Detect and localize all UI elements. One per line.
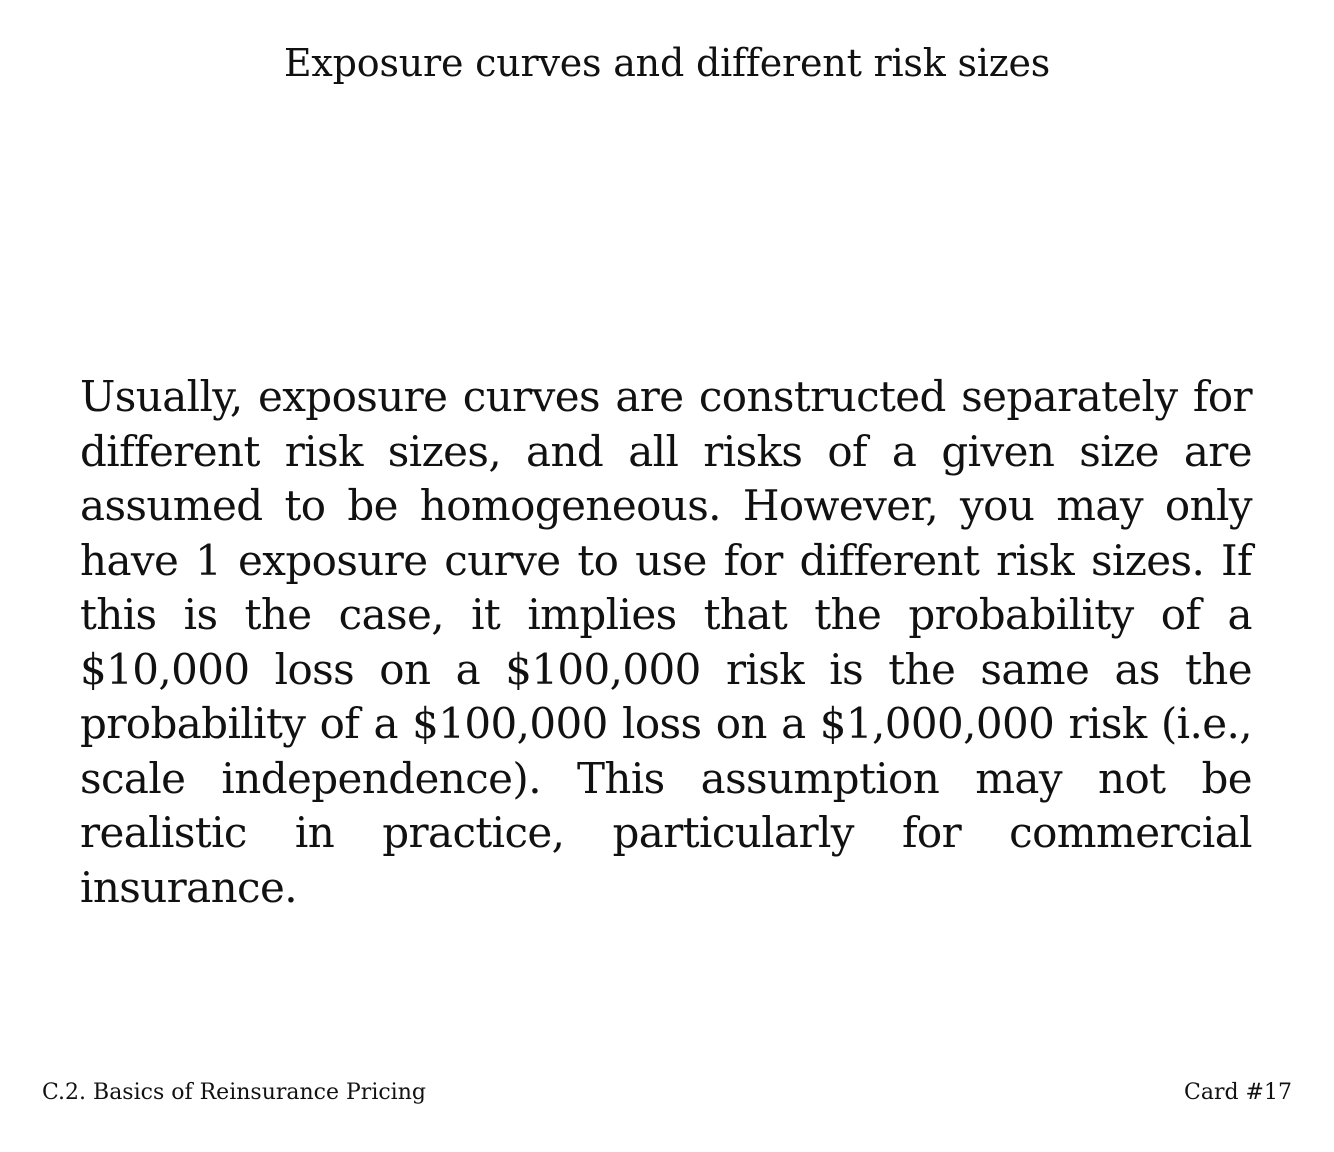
- card-body-text: Usually, exposure curves are constructed separately for different risk sizes, and all risks of a given size are assumed to be homogeneous. However, you may only have 1 exposure curve to use for different risk sizes. If this is the case, it implies that the probability of a $10,000 loss on a $100,000 risk is the same as the probability of a $100,000 loss on a $1,000,000 risk (i.e., scale independence). This assumption may not be realistic in practice, particularly for commercial insurance.: [80, 372, 1252, 912]
- card-title: Exposure curves and different risk sizes: [283, 41, 1051, 85]
- section-label: C.2. Basics of Reinsurance Pricing: [42, 1080, 426, 1105]
- card-number: Card #17: [1184, 1080, 1292, 1105]
